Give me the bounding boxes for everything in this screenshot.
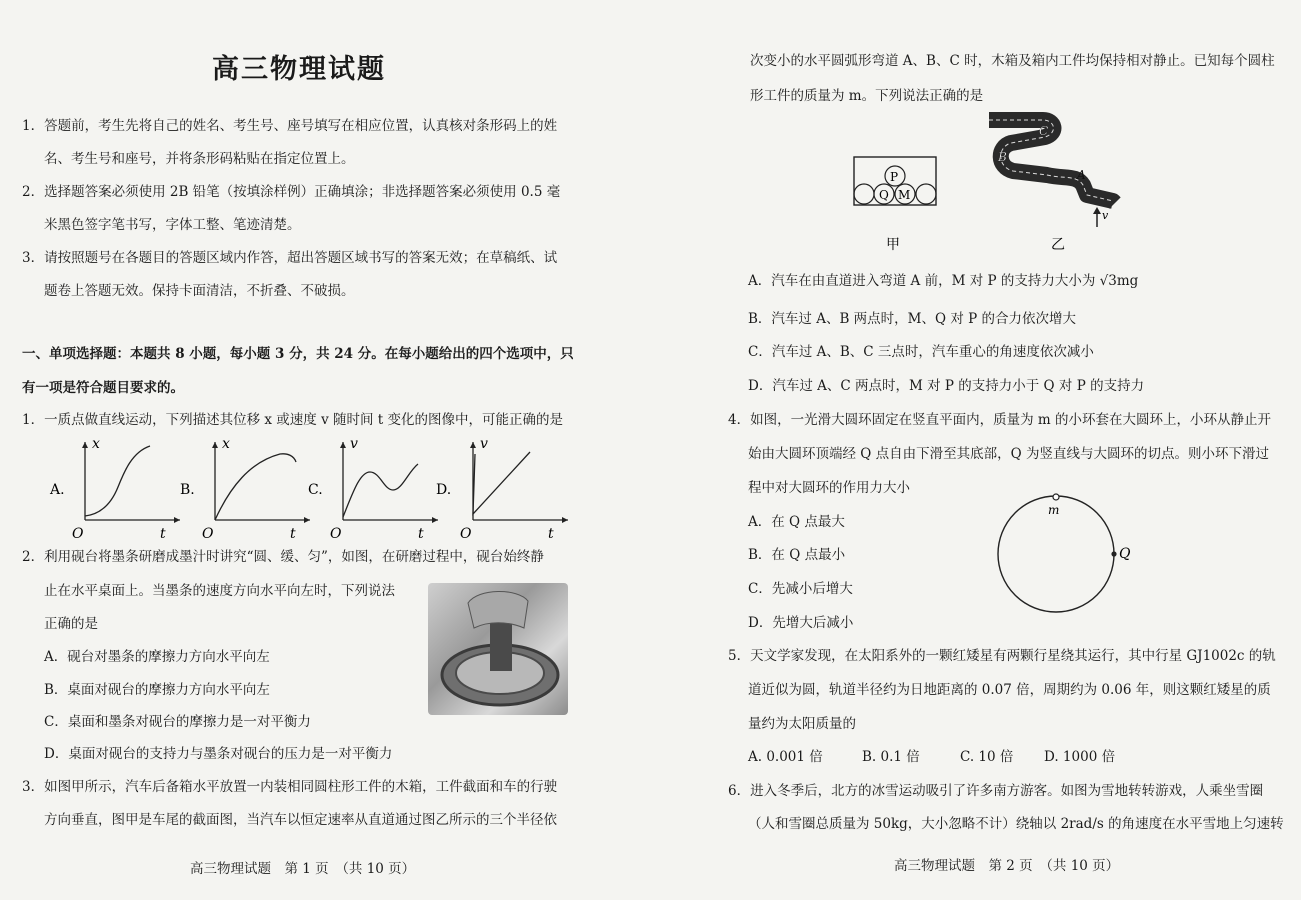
origin-label: O bbox=[460, 526, 472, 542]
section-heading: 一、单项选择题：本题共 8 小题，每小题 3 分，共 24 分。在每小题给出的四个选项中，只 bbox=[22, 346, 574, 362]
question-4-stem: 4．如图，一光滑大圆环固定在竖直平面内，质量为 m 的小环套在大圆环上，小环从静止开 bbox=[728, 412, 1271, 428]
question-3-stem: 3．如图甲所示，汽车后备箱水平放置一内装相同圆柱形工件的木箱，工件截面和车的行驶 bbox=[22, 779, 558, 795]
question-2-stem: 正确的是 bbox=[44, 616, 98, 632]
label-c: C bbox=[1039, 124, 1049, 138]
question-3-stem: 方向垂直，图甲是车尾的截面图，当汽车以恒定速率从直道通过图乙所示的三个半径依 bbox=[44, 812, 557, 828]
q2-option-b: B．桌面对砚台的摩擦力方向水平向左 bbox=[44, 682, 270, 698]
q3-option-d: D．汽车过 A、C 两点时，M 对 P 的支持力小于 Q 对 P 的支持力 bbox=[748, 378, 1145, 394]
q3-option-b: B．汽车过 A、B 两点时，M、Q 对 P 的合力依次增大 bbox=[748, 311, 1077, 327]
axis-label: t bbox=[548, 526, 554, 542]
instruction-line: 2．选择题答案必须使用 2B 铅笔（按填涂样例）正确填涂；非选择题答案必须使用 0.5 毫 bbox=[22, 184, 561, 200]
figure-yi bbox=[983, 115, 1133, 253]
q5-option-d: D. 1000 倍 bbox=[1044, 749, 1116, 765]
q4-option-b: B．在 Q 点最小 bbox=[748, 547, 846, 563]
question-6-stem: 6．进入冬季后，北方的冰雪运动吸引了许多南方游客。如图为雪地转转游戏，人乘坐雪圈 bbox=[728, 783, 1264, 799]
q1-graphs bbox=[40, 432, 640, 542]
label-q-point: Q bbox=[1119, 546, 1131, 562]
instruction-line: 名、考生号和座号，并将条形码粘贴在指定位置上。 bbox=[44, 151, 355, 167]
question-5-stem: 5．天文学家发现，在太阳系外的一颗红矮星有两颗行星绕其运行，其中行星 GJ1002c 的轨 bbox=[728, 648, 1276, 664]
question-3-stem: 次变小的水平圆弧形弯道 A、B、C 时，木箱及箱内工件均保持相对静止。已知每个圆柱 bbox=[750, 53, 1275, 69]
label-q: Q bbox=[879, 188, 889, 202]
label-p: P bbox=[890, 170, 899, 184]
question-2-stem: 止在水平桌面上。当墨条的速度方向水平向左时，下列说法 bbox=[44, 583, 395, 599]
question-1-stem: 1．一质点做直线运动，下列描述其位移 x 或速度 v 随时间 t 变化的图像中，可能正确的是 bbox=[22, 412, 564, 428]
axis-label: v bbox=[350, 436, 358, 452]
q4-option-a: A．在 Q 点最大 bbox=[748, 514, 845, 530]
q4-option-d: D．先增大后减小 bbox=[748, 615, 854, 631]
axis-label: t bbox=[418, 526, 424, 542]
option-label: D. bbox=[436, 482, 452, 498]
question-5-stem: 量约为太阳质量的 bbox=[748, 716, 856, 732]
q2-option-a: A．砚台对墨条的摩擦力方向水平向左 bbox=[44, 649, 270, 665]
axis-label: t bbox=[160, 526, 166, 542]
question-6-stem: （人和雪圈总质量为 50kg，大小忽略不计）绕轴以 2rad/s 的角速度在水平雪地上匀速转 bbox=[748, 816, 1284, 832]
figure-jia bbox=[850, 155, 950, 285]
q5-option-c: C. 10 倍 bbox=[960, 749, 1014, 765]
q2-option-c: C．桌面和墨条对砚台的摩擦力是一对平衡力 bbox=[44, 714, 311, 730]
q1-graph-c bbox=[308, 436, 438, 542]
exam-page-1 bbox=[0, 0, 650, 900]
label-b: B bbox=[998, 150, 1007, 164]
origin-label: O bbox=[202, 526, 214, 542]
option-label: B. bbox=[180, 482, 195, 498]
instruction-line: 米黑色签字笔书写，字体工整、笔迹清楚。 bbox=[44, 217, 301, 233]
q4-ring-figure bbox=[998, 492, 1138, 617]
q3-option-c: C．汽车过 A、B、C 三点时，汽车重心的角速度依次减小 bbox=[748, 344, 1094, 360]
axis-label: v bbox=[480, 436, 488, 452]
axis-label: x bbox=[92, 436, 100, 452]
q4-option-c: C．先减小后增大 bbox=[748, 581, 853, 597]
exam-page-2 bbox=[650, 0, 1301, 900]
label-a: A bbox=[1077, 168, 1086, 182]
question-2-stem: 2．利用砚台将墨条研磨成墨汁时讲究“圆、缓、匀”，如图，在研磨过程中，砚台始终静 bbox=[22, 549, 544, 565]
label-v: v bbox=[1102, 209, 1109, 222]
caption-jia: 甲 bbox=[886, 237, 900, 253]
q5-option-a: A. 0.001 倍 bbox=[748, 749, 823, 765]
question-4-stem: 始由大圆环顶端经 Q 点自由下滑至其底部，Q 为竖直线与大圆环的切点。则小环下滑过 bbox=[748, 446, 1270, 462]
inkstone-photo bbox=[428, 583, 568, 715]
section-heading: 有一项是符合题目要求的。 bbox=[22, 380, 184, 396]
q1-graph-d bbox=[436, 436, 568, 542]
page-footer: 高三物理试题 第 2 页 （共 10 页） bbox=[894, 858, 1120, 874]
instruction-line: 1．答题前，考生先将自己的姓名、考生号、座号填写在相应位置，认真核对条形码上的姓 bbox=[22, 118, 558, 134]
q5-option-b: B. 0.1 倍 bbox=[862, 749, 920, 765]
question-3-stem: 形工件的质量为 m。下列说法正确的是 bbox=[750, 88, 984, 104]
axis-label: x bbox=[222, 436, 230, 452]
q1-graph-a bbox=[49, 436, 180, 542]
origin-label: O bbox=[330, 526, 342, 542]
question-5-stem: 道近似为圆，轨道半径约为日地距离的 0.07 倍，周期约为 0.06 年，则这颗红矮星的质 bbox=[748, 682, 1271, 698]
option-label: C. bbox=[308, 482, 323, 498]
q3-option-a: A．汽车在由直道进入弯道 A 前，M 对 P 的支持力大小为 √3mg bbox=[748, 273, 1139, 289]
option-label: A. bbox=[50, 482, 65, 498]
axis-label: t bbox=[290, 526, 296, 542]
label-m-small-ring: m bbox=[1048, 503, 1060, 517]
page-footer: 高三物理试题 第 1 页 （共 10 页） bbox=[190, 861, 416, 877]
instruction-line: 题卷上答题无效。保持卡面清洁，不折叠、不破损。 bbox=[44, 283, 355, 299]
question-4-stem: 程中对大圆环的作用力大小 bbox=[748, 480, 910, 496]
q2-option-d: D．桌面对砚台的支持力与墨条对砚台的压力是一对平衡力 bbox=[44, 746, 393, 762]
origin-label: O bbox=[72, 526, 84, 542]
label-m: M bbox=[898, 188, 911, 202]
page-title: 高三物理试题 bbox=[212, 54, 386, 85]
caption-yi: 乙 bbox=[1051, 237, 1065, 253]
instruction-line: 3．请按照题号在各题目的答题区域内作答，超出答题区域书写的答案无效；在草稿纸、试 bbox=[22, 250, 558, 266]
q1-graph-b bbox=[180, 436, 310, 542]
